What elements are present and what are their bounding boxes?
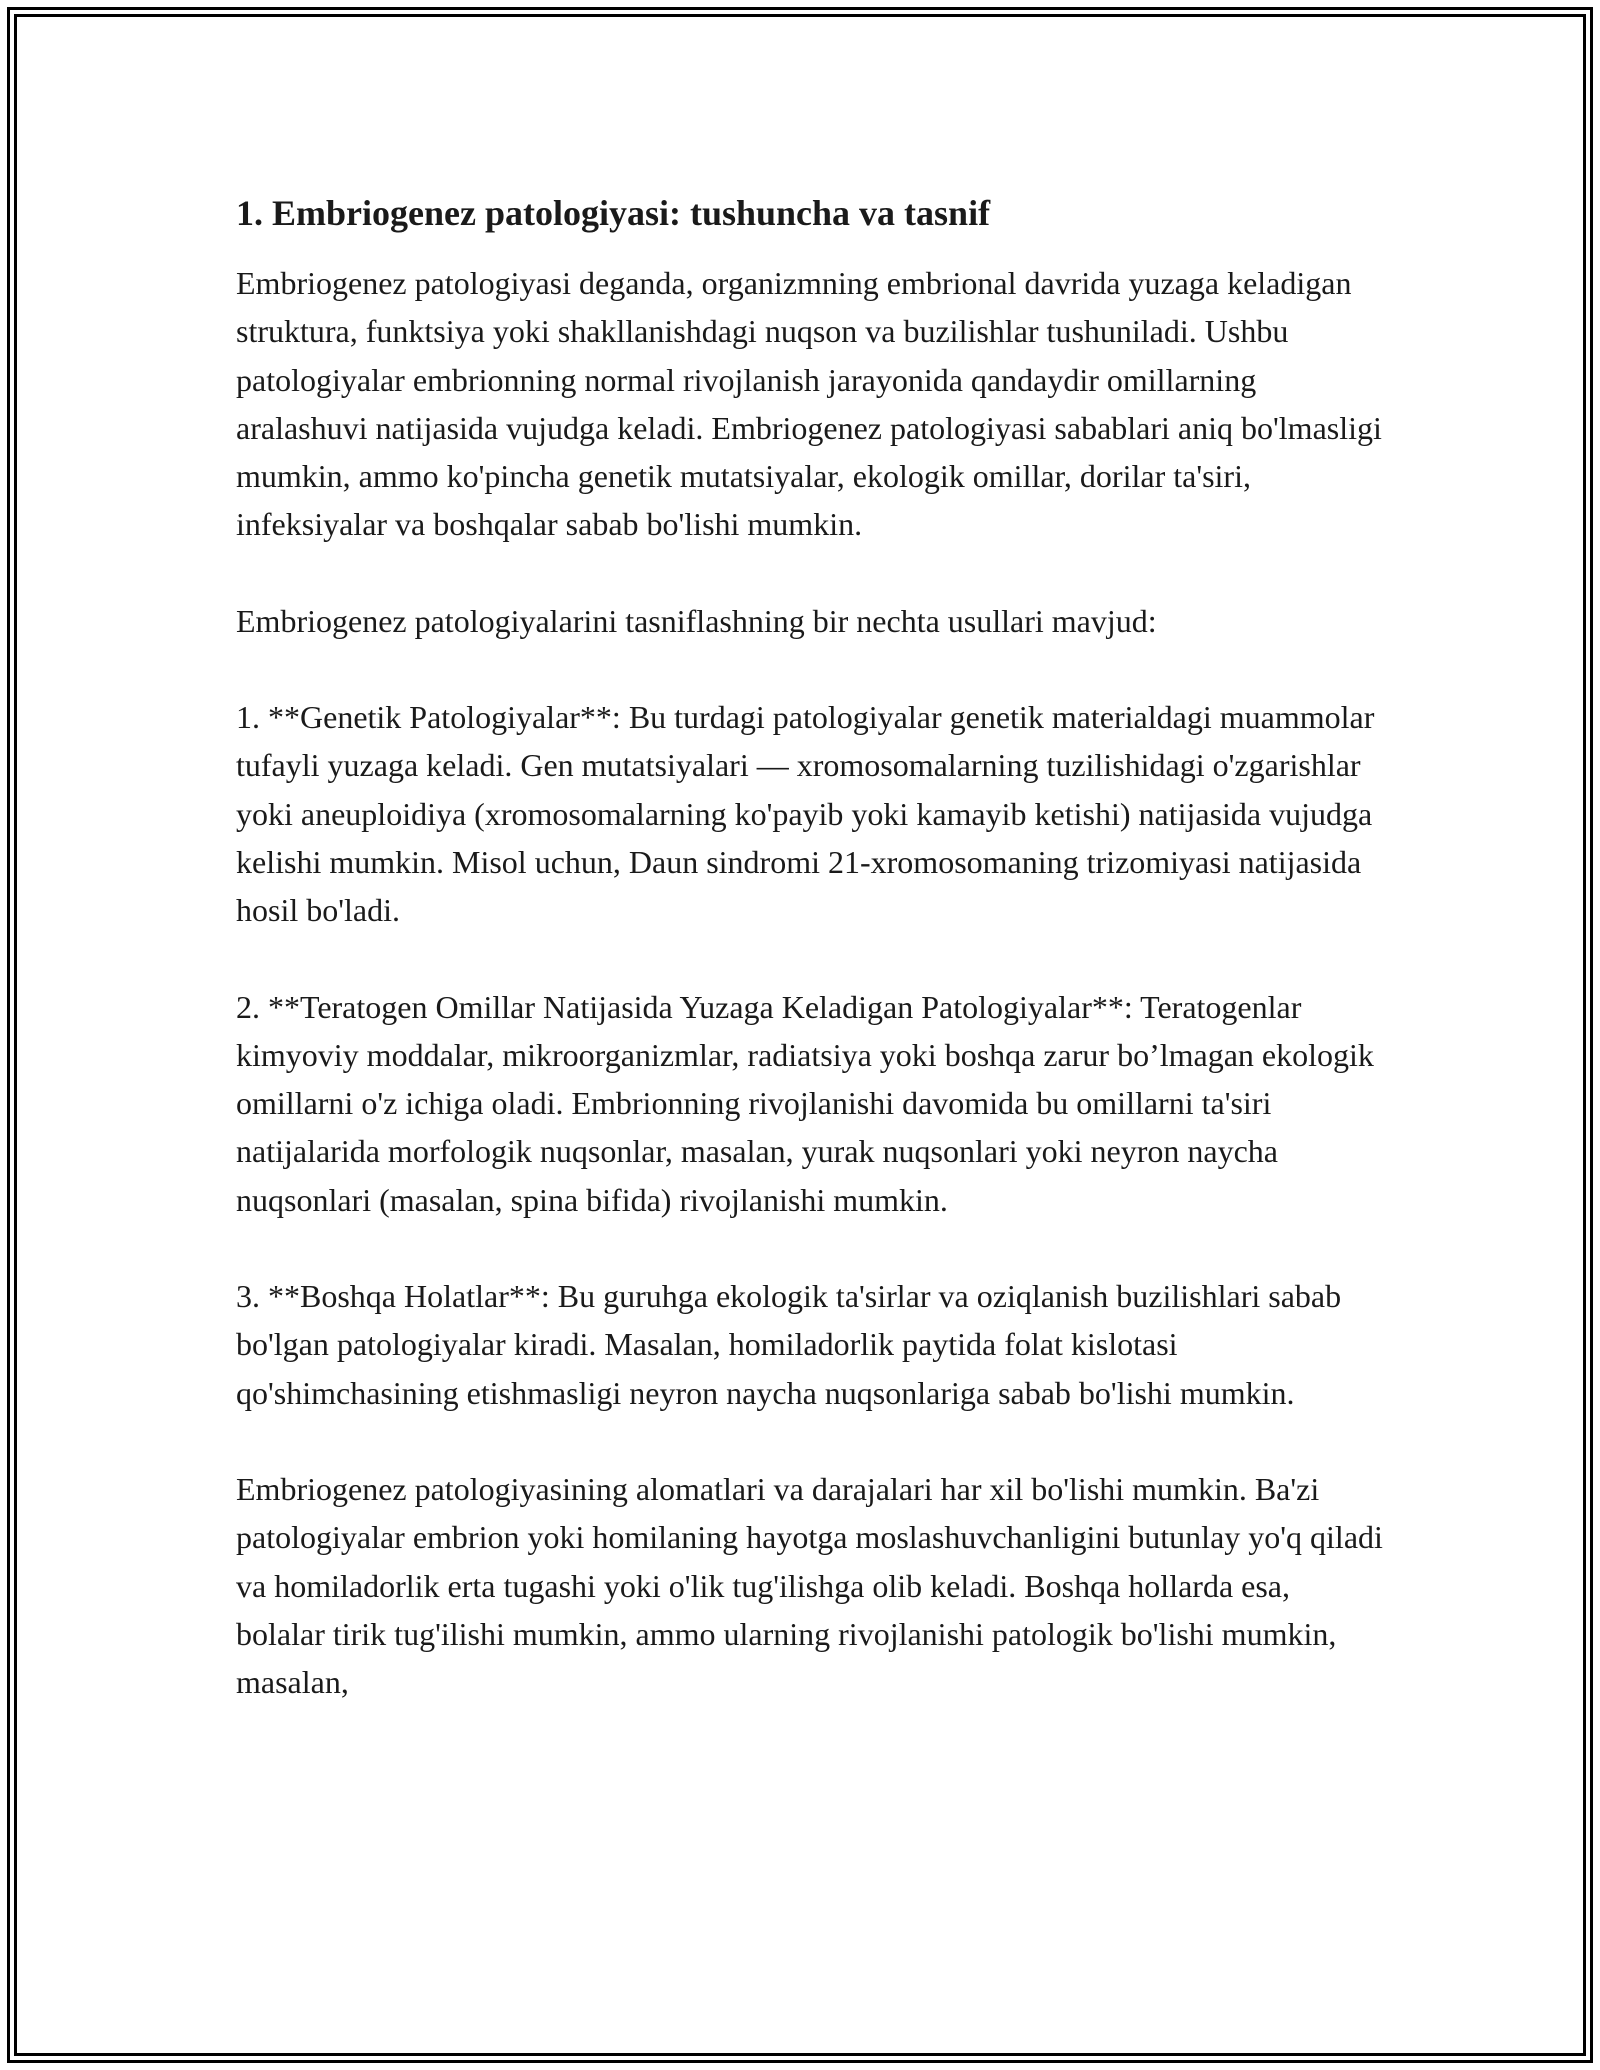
paragraph-symptoms-degrees: Embriogenez patologiyasining alomatlari va darajalari har xil bo'lishi mumkin. Ba'zi patologiyalar embrion yoki homilaning hayotga moslashuvchanligini butunlay yo'q qiladi va homiladorlik erta tugashi yoki o'lik tug'ilishga olib keladi. Boshqa hollarda esa, bolalar tirik tug'ilishi mumkin, ammo ularning rivojlanishi patologik bo'lishi mumkin, masalan, [236, 1470, 1383, 1701]
paragraph-definition: Embriogenez patologiyasi deganda, organizmning embrional davrida yuzaga keladigan struktura, funktsiya yoki shakllanishdagi nuqson va buzilishlar tushuniladi. Ushbu patologiyalar embrionning normal rivojlanish jarayonida qandaydir omillarning aralashuvi natijasida vujudga keladi. Embriogenez patologiyasi sabablari aniq bo'lmasligi mumkin, ammo ko'pincha genetik mutatsiyalar, ekologik omillar, dorilar ta'siri, infeksiyalar va boshqalar sabab bo'lishi mumkin. [236, 265, 1382, 543]
paragraph-teratogenic-pathologies: 2. **Teratogen Omillar Natijasida Yuzaga Keladigan Patologiyalar**: Teratogenlar kimyoviy moddalar, mikroorganizmlar, radiatsiya yoki boshqa zarur bo’lmagan ekologik omillarni o'z ichiga oladi. Embrionning rivojlanishi davomida bu omillarni ta'siri natijalarida morfologik nuqsonlar, masalan, yurak nuqsonlari yoki neyron naycha nuqsonlari (masalan, spina bifida) rivojlanishi mumkin. [236, 988, 1374, 1218]
paragraph-genetic-pathologies: 1. **Genetik Patologiyalar**: Bu turdagi patologiyalar genetik materialdagi muammolar tufayli yuzaga keladi. Gen mutatsiyalari — xromosomalarning tuzilishidagi o'zgarishlar yoki aneuploidiya (xromosomalarning ko'payib yoki kamayib ketishi) natijasida vujudga kelishi mumkin. Misol uchun, Daun sindromi 21-xromosomaning trizomiyasi natijasida hosil bo'ladi. [236, 699, 1375, 929]
paragraph-classification-intro: Embriogenez patologiyalarini tasniflashning bir nechta usullari mavjud: [236, 602, 1157, 639]
section-heading: 1. Embriogenez patologiyasi: tushuncha va tasnif [236, 193, 991, 233]
paragraph-other-conditions: 3. **Boshqa Holatlar**: Bu guruhga ekologik ta'sirlar va oziqlanish buzilishlari sabab bo'lgan patologiyalar kiradi. Masalan, homiladorlik paytida folat kislotasi qo'shimchasining etishmasligi neyron naycha nuqsonlariga sabab bo'lishi mumkin. [236, 1278, 1342, 1411]
document-body [236, 185, 1386, 1754]
